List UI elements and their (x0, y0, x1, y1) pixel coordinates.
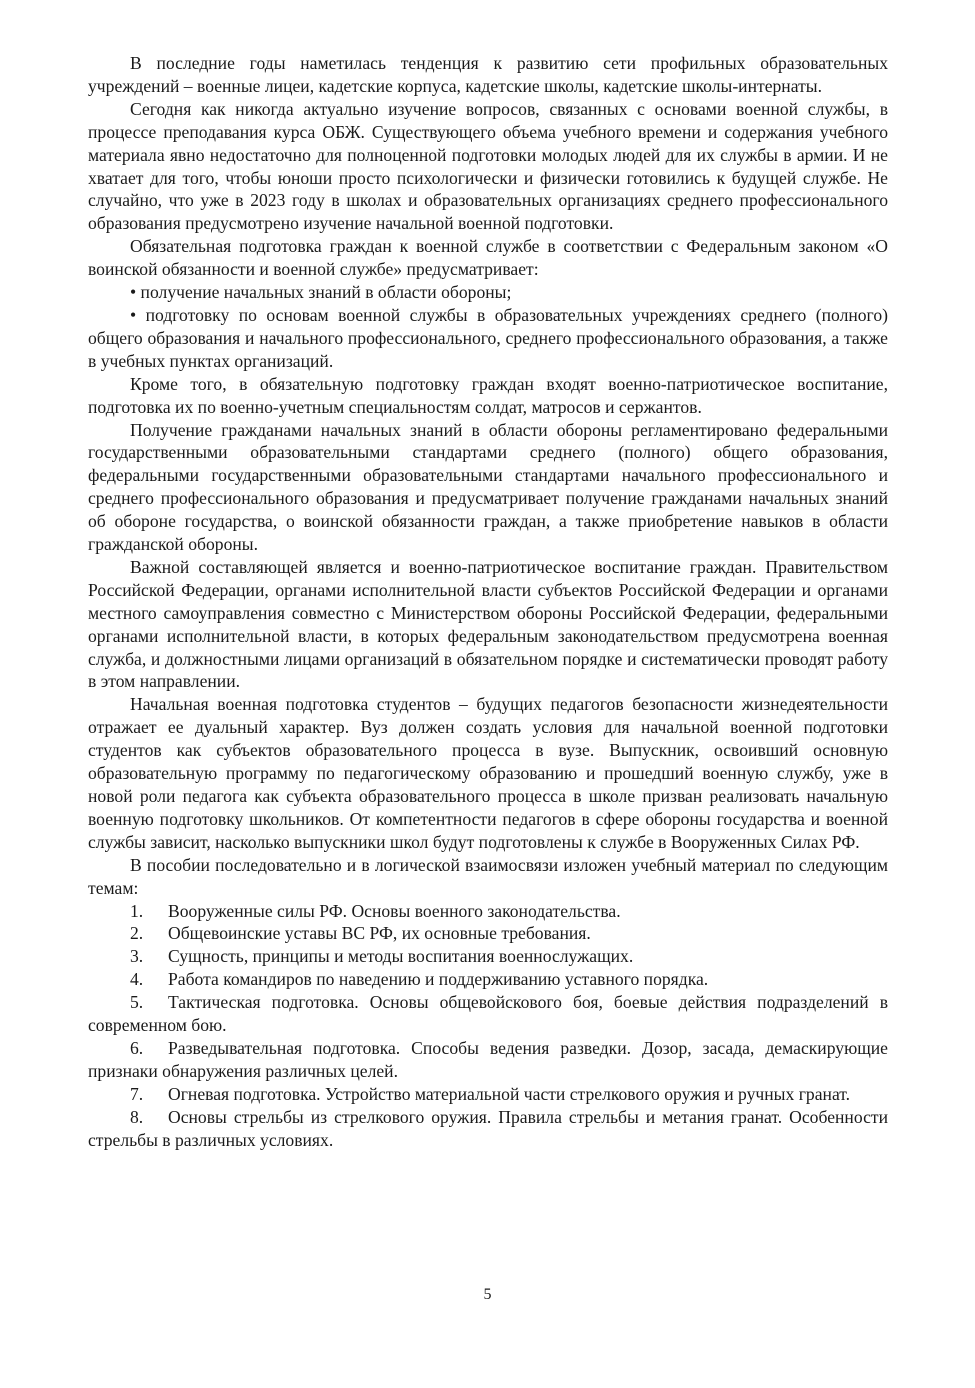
bullet-item: • получение начальных знаний в области обороны; (130, 282, 512, 303)
topic-number: 4. (130, 969, 144, 990)
topic-text: Вооруженные силы РФ. Основы военного законодательства. (168, 900, 621, 921)
topic-number: 8. (130, 1106, 144, 1127)
paragraph-mandatory-training: Обязательная подготовка граждан к военной службе в соответствии с Федеральным законом «О воинской обязанности и военной службе» предусматривает: (88, 236, 888, 280)
topic-number: 1. (130, 900, 144, 921)
topic-item (88, 1083, 888, 1106)
topic-item (88, 991, 888, 1037)
bullet-item: • подготовку по основам военной службы в образовательных учреждениях среднего (полного) общего образования и начального профессионального, среднего профессионального образования, а также в учебных пунктах организаций. (88, 304, 888, 371)
topic-number: 7. (130, 1083, 144, 1104)
page-number: 5 (483, 1286, 492, 1303)
topic-number: 3. (130, 946, 144, 967)
paragraph-additional: Кроме того, в обязательную подготовку граждан входят военно-патриотическое воспитание, подготовка их по военно-учетным специальностям солдат, матросов и сержантов. (88, 373, 888, 417)
page-body (88, 52, 888, 1152)
topic-number: 2. (130, 923, 144, 944)
topic-text: Разведывательная подготовка. Способы ведения разведки. Дозор, засада, демаскирующие признаки обнаружения различных целей. (88, 1037, 888, 1081)
topic-item (88, 900, 888, 923)
topic-text: Тактическая подготовка. Основы общевойскового боя, боевые действия подразделений в современном бою. (88, 992, 888, 1036)
paragraph-patriotic: Важной составляющей является и военно-патриотическое воспитание граждан. Правительством Российской Федерации, органами исполнительной власти субъектов Российской Федерации и органами местного самоуправления совместно с Министерством обороны Российской Федерации, федеральными органами исполнительной власти, в которых федеральным законодательством предусмотрена военная служба, и должностными лицами организаций в обязательном порядке и систематически проводят работу в этом направлении. (88, 556, 888, 692)
paragraph-topics-intro: В пособии последовательно и в логической взаимосвязи изложен учебный материал по следующим темам: (88, 854, 888, 898)
topic-text: Работа командиров по наведению и поддерживанию уставного порядка. (168, 969, 709, 990)
topic-item (88, 1106, 888, 1152)
topic-item (88, 945, 888, 968)
paragraph-obzh: Сегодня как никогда актуально изучение вопросов, связанных с основами военной службы, в процессе преподавания курса ОБЖ. Существующего объема учебного времени и содержания учебного материала явно недостаточно для полноценной подготовки молодых людей для их службы в армии. И не хватает для того, чтобы юноши просто психологически и физически готовились к будущей службе. Не случайно, что уже в 2023 году в школах и образовательных организациях среднего профессионального образования предусмотрено изучение начальной военной подготовки. (88, 98, 888, 234)
topic-text: Общевоинские уставы ВС РФ, их основные требования. (168, 923, 591, 944)
topic-item (88, 922, 888, 945)
topic-number: 6. (130, 1037, 144, 1058)
topic-text: Сущность, принципы и методы воспитания военнослужащих. (168, 946, 634, 967)
paragraph-intro: В последние годы наметилась тенденция к развитию сети профильных образовательных учреждений – военные лицеи, кадетские корпуса, кадетские школы, кадетские школы-интернаты. (88, 53, 888, 96)
topic-item (88, 1037, 888, 1083)
paragraph-standards: Получение гражданами начальных знаний в области обороны регламентировано федеральными государственными образовательными стандартами среднего (полного) общего образования, федеральными государственными образовательными стандартами начального профессионального и среднего профессионального образования и предусматривает получение гражданами начальных знаний об обороне государства, о воинской обязанности граждан, а также приобретение навыков в области гражданской обороны. (88, 419, 888, 555)
topic-text: Огневая подготовка. Устройство материальной части стрелкового оружия и ручных гранат. (168, 1083, 851, 1104)
topic-item (88, 968, 888, 991)
topic-number: 5. (130, 992, 144, 1013)
topic-text: Основы стрельбы из стрелкового оружия. Правила стрельбы и метания гранат. Особенности стрельбы в различных условиях. (88, 1106, 888, 1150)
paragraph-students: Начальная военная подготовка студентов – будущих педагогов безопасности жизнедеятельности отражает ее дуальный характер. Вуз должен создать условия для начальной военной подготовки студентов как субъектов образовательного процесса в вузе. Выпускник, освоивший основную образовательную программу по педагогическому образованию и прошедший военную службу, уже в новой роли педагога как субъекта образовательного процесса в школе призван реализовать начальную военную подготовку школьников. От компетентности педагогов в сфере обороны государства и военной службы зависит, насколько выпускники школ будут подготовлены к службе в Вооруженных Силах РФ. (88, 694, 888, 852)
